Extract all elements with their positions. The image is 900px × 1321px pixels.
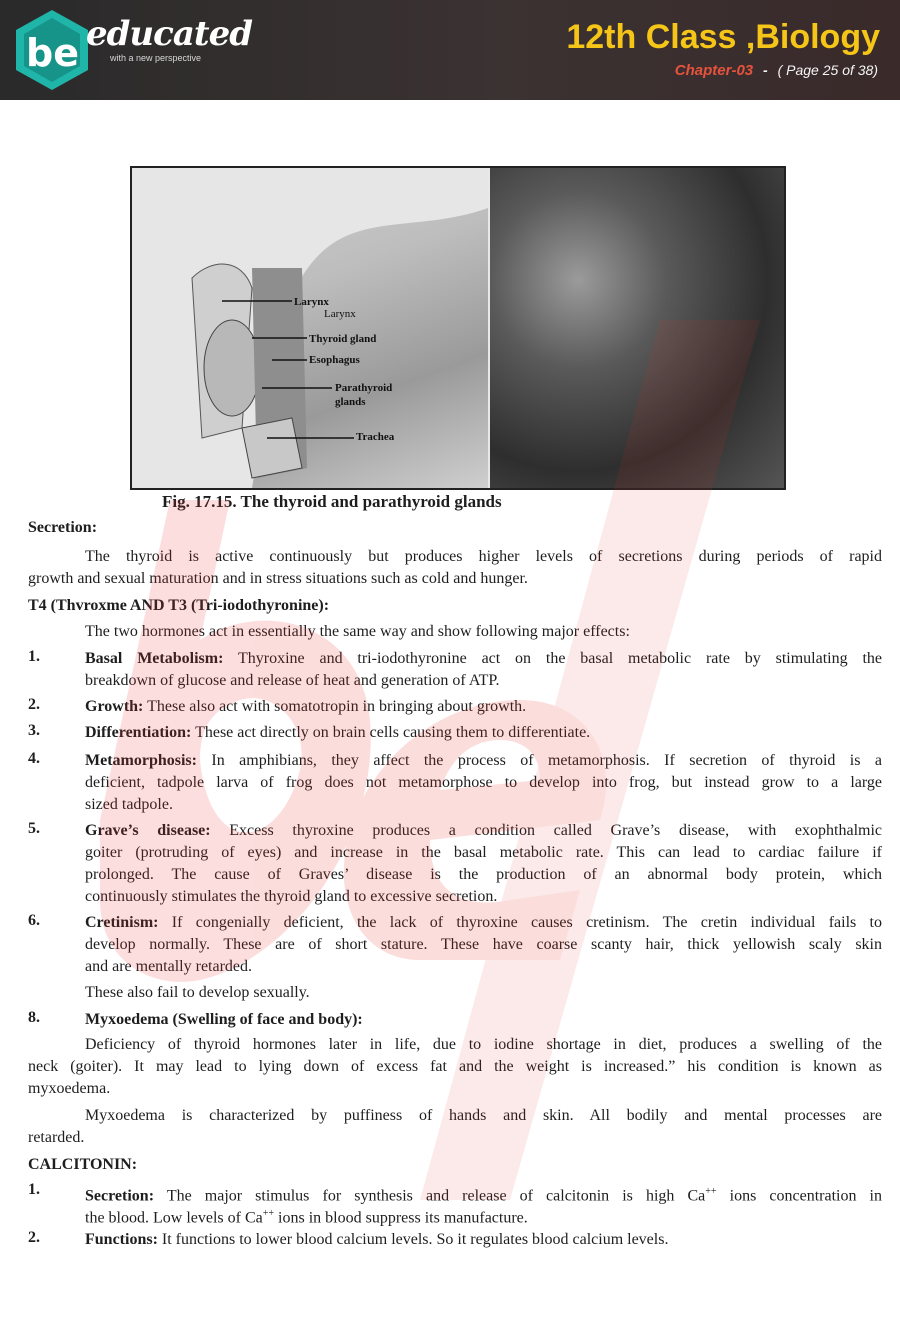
item-text: Thyroxine and tri-iodothyronine act on the basal metabolic rate by stimulating the — [237, 650, 883, 667]
item-title: Differentiation: — [85, 724, 192, 741]
superscript: ++ — [705, 1186, 717, 1197]
item-text: ions concentration in — [716, 1187, 882, 1205]
item-title: Growth: — [85, 698, 144, 715]
myxoedema-text: neck (goiter). It may lead to lying down of excess fat and the weight is increased.” his condition is known as — [28, 1058, 882, 1075]
myxoedema-text: retarded. — [28, 1129, 85, 1146]
list-item — [85, 1229, 668, 1251]
item-number: 5. — [28, 820, 40, 837]
calcitonin-heading: CALCITONIN: — [28, 1156, 138, 1173]
item-text: The major stimulus for synthesis and release of calcitonin is high Ca — [166, 1187, 706, 1205]
item-text: the blood. Low levels of Ca — [85, 1209, 263, 1227]
page-title: 12th Class ,Biology — [566, 18, 880, 56]
item-number: 8. — [28, 1009, 40, 1026]
label-parathyroid: Parathyroid — [335, 382, 393, 394]
item-text: and are mentally retarded. — [85, 958, 253, 975]
secretion-line-2: growth and sexual maturation and in stress situations such as cold and hunger. — [28, 570, 528, 587]
item-number: 2. — [28, 696, 40, 713]
neck-drawing-icon — [132, 168, 488, 488]
item-title: Functions: — [85, 1231, 158, 1248]
item-text: These act directly on brain cells causing them to differentiate. — [195, 724, 591, 741]
t4-intro: The two hormones act in essentially the same way and show following major effects: — [85, 623, 630, 640]
item-text: It functions to lower blood calcium levels. So it regulates blood calcium levels. — [161, 1231, 669, 1248]
list-item — [85, 696, 526, 718]
logo-word: educated — [86, 14, 252, 54]
item-number: 2. — [28, 1229, 40, 1246]
item-title: Secretion: — [85, 1187, 155, 1205]
be-logo-icon — [12, 8, 92, 92]
logo-mark: be — [26, 31, 79, 75]
secretion-line-1: The thyroid is active continuously but produces higher levels of secretions during periods of rapid — [85, 548, 882, 565]
item-number: 1. — [28, 648, 40, 665]
chapter-dash: - — [763, 62, 768, 78]
item-text: prolonged. The cause of Graves’ disease is the production of an abnormal body protein, which — [85, 866, 882, 883]
label-esophagus: Esophagus — [309, 354, 360, 366]
list-item — [85, 820, 882, 842]
page-number: ( Page 25 of 38) — [777, 62, 878, 78]
item-text: breakdown of glucose and release of heat and generation of ATP. — [85, 672, 500, 689]
label-glands: glands — [335, 396, 366, 408]
item-text: These also act with somatotropin in bringing about growth. — [147, 698, 527, 715]
secretion-heading: Secretion: — [28, 519, 98, 536]
item-title: Basal Metabolism: — [85, 650, 224, 667]
myxoedema-title: Myxoedema (Swelling of face and body): — [85, 1011, 363, 1028]
list-item — [85, 912, 882, 934]
myxoedema-text: Myxoedema is characterized by puffiness of hands and skin. All bodily and mental processes are — [85, 1107, 882, 1124]
figure-caption: Fig. 17.15. The thyroid and parathyroid glands — [162, 492, 502, 511]
item-text: goiter (protruding of eyes) and increase in the basal metabolic rate. This can lead to cardiac failure if — [85, 844, 882, 861]
myxoedema-text: myxoedema. — [28, 1080, 111, 1097]
item-text: deficient, tadpole larva of frog does not metamorphose to develop into frog, but instead grow to a large — [85, 774, 882, 791]
label-trachea: Trachea — [356, 431, 395, 443]
item-text: If congenially deficient, the lack of thyroxine causes cretinism. The cretin individual fails to — [171, 914, 883, 931]
item-text: develop normally. These are of short stature. These have coarse scanty hair, thick yellowish scaly skin — [85, 936, 882, 953]
item-number: 6. — [28, 912, 40, 929]
chapter-label: Chapter-03 — [674, 62, 754, 79]
item-title: Grave’s disease: — [85, 822, 211, 839]
goiter-photo — [490, 168, 784, 488]
label-thyroid-gland: Thyroid gland — [309, 333, 377, 345]
thyroid-figure — [130, 166, 786, 490]
item-text: These also fail to develop sexually. — [85, 984, 310, 1001]
item-title: Cretinism: — [85, 914, 159, 931]
label-larynx: Larynx — [294, 296, 329, 308]
myxoedema-text: Deficiency of thyroid hormones later in life, due to iodine shortage in diet, produces a swelling of the — [85, 1036, 882, 1053]
item-text: sized tadpole. — [85, 796, 173, 813]
label-larynx-2: Larynx — [324, 308, 356, 320]
page-header — [0, 0, 900, 100]
anatomy-illustration — [132, 168, 488, 488]
superscript: ++ — [262, 1208, 275, 1219]
item-number: 3. — [28, 722, 40, 739]
item-number: 1. — [28, 1181, 40, 1198]
logo-tagline: with a new perspective — [110, 53, 202, 63]
item-title: Metamorphosis: — [85, 752, 197, 769]
item-text: In amphibians, they affect the process of metamorphosis. If secretion of thyroid is a — [211, 752, 882, 769]
item-number: 4. — [28, 750, 40, 767]
chapter-info — [675, 62, 878, 79]
item-text: Excess thyroxine produces a condition called Grave’s disease, with exophthalmic — [229, 822, 883, 839]
item-text: ions in blood suppress its manufacture. — [274, 1209, 528, 1227]
list-item — [85, 722, 590, 744]
list-item — [85, 750, 882, 772]
t4-heading: T4 (Thvroxme AND T3 (Tri-iodothyronine): — [28, 597, 330, 614]
item-text: continuously stimulates the thyroid gland to excessive secretion. — [85, 888, 498, 905]
list-item — [85, 648, 882, 670]
item-text — [85, 1203, 528, 1229]
